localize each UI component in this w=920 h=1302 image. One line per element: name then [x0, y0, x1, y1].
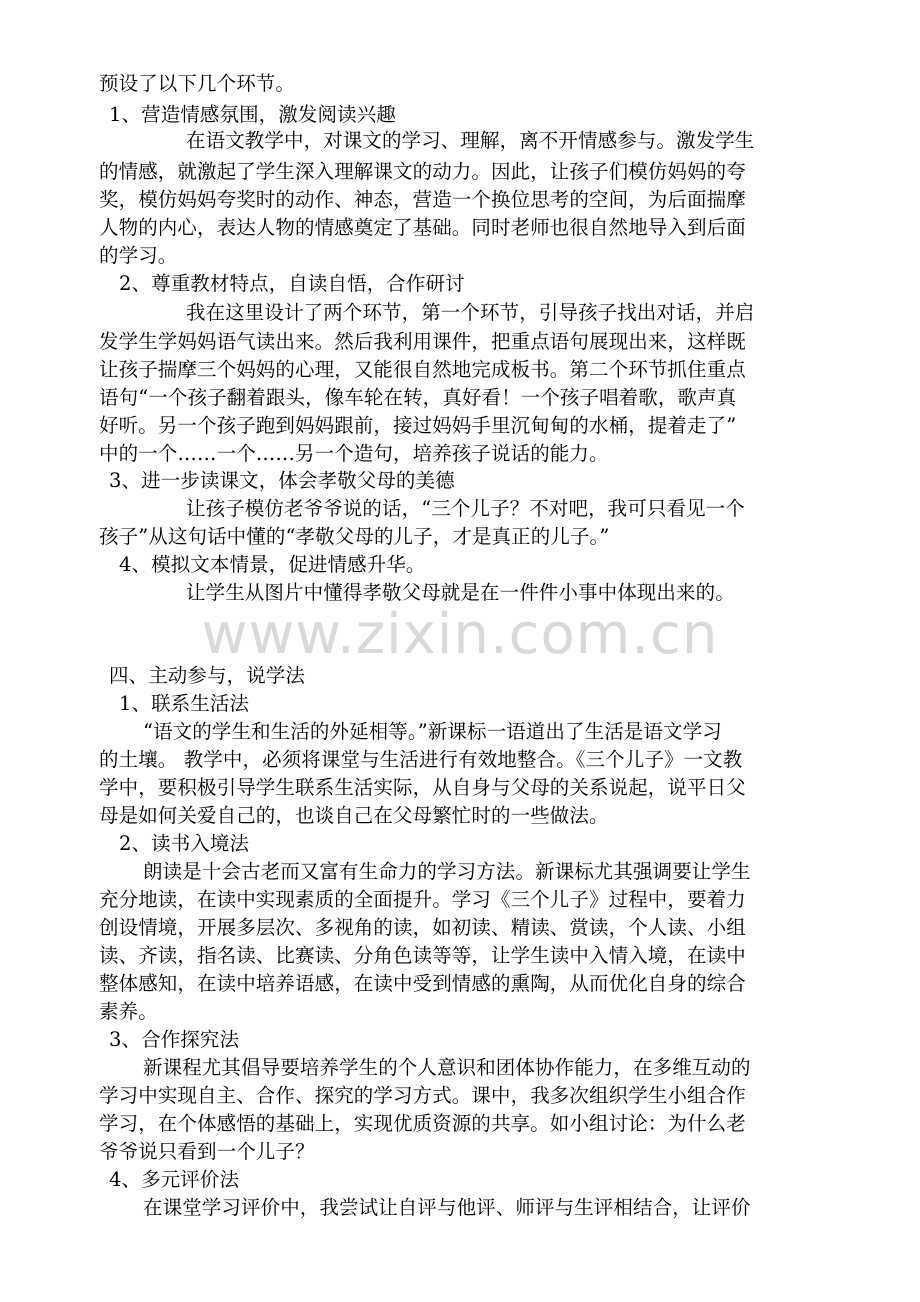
text-line: 在语文教学中，对课文的学习、理解，离不开情感参与。激发学生	[186, 129, 755, 152]
section-heading: 1、联系生活法	[119, 692, 250, 715]
watermark: www.zixin.com.cn	[201, 602, 719, 667]
section-heading: 2、尊重教材特点，自读自悟，合作研讨	[119, 272, 465, 295]
text-line: 中的一个……一个……另一个造句，培养孩子说话的能力。	[99, 442, 609, 465]
text-line: 的情感，就激起了学生深入理解课文的动力。因此，让孩子们模仿妈妈的夸	[99, 160, 746, 183]
text-line: 让孩子揣摩三个妈妈的心理，又能很自然地完成板书。第二个环节抓住重点	[99, 358, 746, 381]
section-heading: 2、读书入境法	[119, 832, 250, 855]
text-line: 读、齐读，指名读、比赛读、分角色读等等，让学生读中入情入境，在读中	[99, 944, 746, 967]
text-line: 语句“一个孩子翻着跟头，像车轮在转，真好看！一个孩子唱着歌，歌声真	[99, 386, 737, 409]
text-line: 整体感知，在读中培养语感，在读中受到情感的熏陶，从而优化自身的综合	[99, 972, 746, 995]
text-line: 的土壤。 教学中，必须将课堂与生活进行有效地整合。《三个儿子》一文教	[99, 748, 743, 771]
text-line: 学习中实现自主、合作、探究的学习方式。课中，我多次组织学生小组合作	[99, 1084, 746, 1107]
chapter-heading: 四、主动参与，说学法	[109, 664, 306, 687]
text-line: 让学生从图片中懂得孝敬父母就是在一件件小事中体现出来的。	[186, 581, 735, 604]
text-line: 素养。	[99, 1000, 158, 1023]
text-line: 奖，模仿妈妈夸奖时的动作、神态，营造一个换位思考的空间，为后面揣摩	[99, 188, 746, 211]
text-line: 在课堂学习评价中，我尝试让自评与他评、师评与生评相结合，让评价	[143, 1196, 751, 1219]
text-line: 新课程尤其倡导要培养学生的个人意识和团体协作能力，在多维互动的	[143, 1056, 751, 1079]
text-line: 爷爷说只看到一个儿子？	[99, 1140, 315, 1163]
section-heading: 3、合作探究法	[109, 1028, 240, 1051]
text-line: 学中，要积极引导学生联系生活实际，从自身与父母的关系说起，说平日父	[99, 776, 746, 799]
section-heading: 4、模拟文本情景，促进情感升华。	[119, 553, 426, 576]
section-heading: 4、多元评价法	[109, 1168, 240, 1191]
text-line: 人物的内心，表达人物的情感奠定了基础。同时老师也很自然地导入到后面	[99, 216, 746, 239]
text-line: 孩子”从这句话中懂的“孝敬父母的儿子，才是真正的儿子。”	[99, 525, 610, 548]
text-line: 我在这里设计了两个环节，第一个环节，引导孩子找出对话，并启	[186, 301, 755, 324]
text-line: 母是如何关爱自己的，也谈自己在父母繁忙时的一些做法。	[99, 804, 609, 827]
text-line: 发学生学妈妈语气读出来。然后我利用课件，把重点语句展现出来，这样既	[99, 330, 746, 353]
text-line: 让孩子模仿老爷爷说的话，“三个儿子？不对吧，我可只看见一个	[186, 497, 745, 520]
text-line: 的学习。	[99, 244, 178, 267]
text-line: 学习，在个体感悟的基础上，实现优质资源的共享。如小组讨论：为什么老	[99, 1112, 746, 1135]
text-line: 预设了以下几个环节。	[99, 72, 296, 95]
text-line: 好听。另一个孩子跑到妈妈跟前，接过妈妈手里沉甸甸的水桶，提着走了”	[99, 414, 737, 437]
text-line: 充分地读，在读中实现素质的全面提升。学习《三个儿子》过程中，要着力	[99, 888, 746, 911]
section-heading: 1、营造情感氛围，激发阅读兴趣	[109, 103, 396, 126]
section-heading: 3、进一步读课文，体会孝敬父母的美德	[109, 469, 455, 492]
text-line: 朗读是十会古老而又富有生命力的学习方法。新课标尤其强调要让学生	[143, 860, 751, 883]
text-line: 创设情境，开展多层次、多视角的读，如初读、精读、赏读，个人读、小组	[99, 916, 746, 939]
text-line: “语文的学生和生活的外延相等。”新课标一语道出了生活是语文学习	[143, 720, 722, 743]
